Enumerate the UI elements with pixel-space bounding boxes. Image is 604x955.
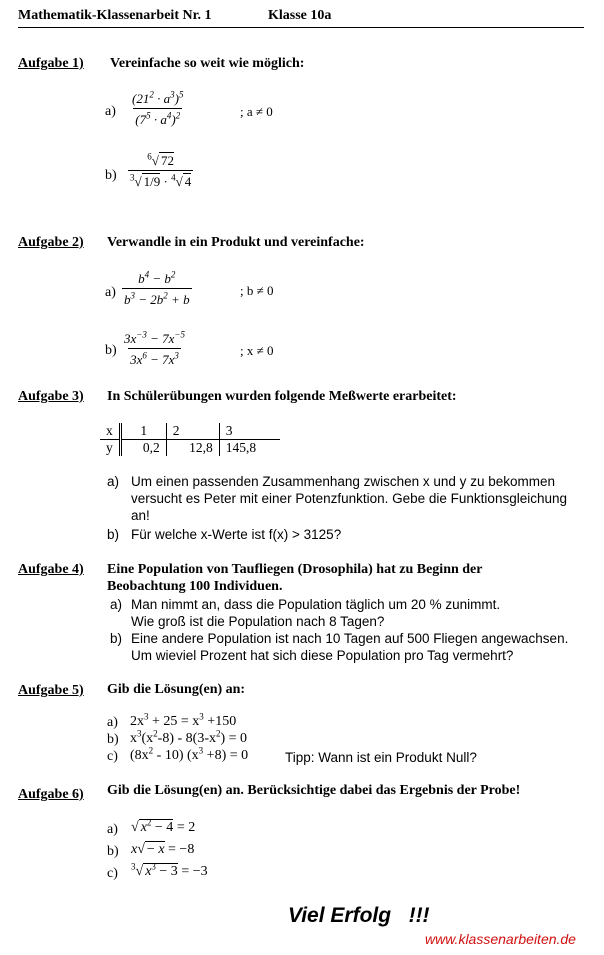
task-2-title: Verwandle in ein Produkt und vereinfache:	[107, 235, 365, 250]
task-2b-condition: ; x ≠ 0	[240, 343, 274, 358]
task-1a-formula: $\frac{(21^2 \cdot a^3)^5}{(7^5 \cdot a^4)^2}$	[132, 89, 184, 127]
task-2-label: Aufgabe 2)	[18, 235, 84, 250]
task-2b-letter: b)	[105, 343, 117, 358]
task-5b-equation: $x^3(x^2-8) - 8(3-x^2) = 0$	[130, 728, 248, 746]
website-link[interactable]: www.klassenarbeiten.de	[425, 931, 576, 947]
task-3a-text: Um einen passenden Zusammenhang zwischen x und y zu bekommen versucht es Peter mit einer Potenzfunktion. Gebe die Funktionsgleichung an!	[131, 474, 567, 523]
task-1a-condition: ; a ≠ 0	[240, 104, 273, 119]
task-3b-text: Für welche x-Werte ist f(x) > 3125?	[131, 527, 342, 542]
task-3-label: Aufgabe 3)	[18, 389, 84, 404]
task-6c-letter: c)	[107, 866, 118, 881]
task-1a-letter: a)	[105, 104, 116, 119]
task-5c-tip: Tipp: Wann ist ein Produkt Null?	[285, 750, 477, 765]
task-4-label: Aufgabe 4)	[18, 562, 84, 577]
document-title: Mathematik-Klassenarbeit Nr. 1	[18, 8, 212, 23]
table-x-cell: 3	[225, 423, 233, 438]
task-2b-formula: $\frac{3x^{-3} - 7x^{-5}}{3x^6 - 7x^3}$	[124, 329, 185, 367]
task-1b-formula: $\frac{^6√ 72}{^3√ 1/9 \cdot ^4√ 4}$	[130, 151, 192, 189]
table-y-cell: 12,8	[166, 440, 219, 457]
task-5c-letter: c)	[107, 749, 118, 764]
signoff-text: Viel Erfolg !!!	[288, 904, 430, 927]
task-4-title: Eine Population von Taufliegen (Drosophila) hat zu Beginn der Beobachtung 100 Individuen.	[107, 562, 483, 594]
table-y-header: y	[100, 440, 120, 457]
task-6a-letter: a)	[107, 822, 118, 837]
task-3a-letter: a)	[107, 474, 120, 489]
task-4a-text: Man nimmt an, dass die Population täglich um 20 % zunimmt. Wie groß ist die Population nach 8 Tagen?	[131, 597, 501, 629]
task-6a-equation: √ $x^2 - 4 = 2$	[131, 817, 196, 835]
task-1b-letter: b)	[105, 168, 117, 183]
task-5-title: Gib die Lösung(en) an:	[107, 682, 246, 697]
task-3b-letter: b)	[107, 527, 120, 542]
task-6c-equation: $^3$√ $x^3 - 3 = -3$	[131, 861, 208, 879]
task-5a-equation: $2x^3 + 25 = x^3 +150$	[130, 711, 237, 729]
task-5a-letter: a)	[107, 715, 118, 730]
task-5c-equation: $(8x^2 - 10)$ $(x^3 +8) = 0$	[130, 745, 249, 763]
task-4a-letter: a)	[110, 597, 123, 612]
task-4b-letter: b)	[110, 631, 123, 646]
measurement-table	[100, 423, 280, 456]
task-1-label: Aufgabe 1)	[18, 56, 84, 71]
table-y-cell: 145,8	[225, 440, 257, 455]
table-x-cell: 2	[166, 423, 219, 440]
task-4b-text: Eine andere Population ist nach 10 Tagen auf 500 Fliegen angewachsen. Um wieviel Prozent hat sich diese Population pro Tag vermehrt?	[131, 631, 569, 663]
task-5b-letter: b)	[107, 732, 119, 747]
table-y-cell: 0,2	[120, 440, 166, 457]
class-label: Klasse 10a	[268, 8, 332, 23]
task-6b-letter: b)	[107, 844, 119, 859]
task-6-label: Aufgabe 6)	[18, 787, 84, 802]
task-5-label: Aufgabe 5)	[18, 683, 84, 698]
task-3-title: In Schülerübungen wurden folgende Meßwerte erarbeitet:	[107, 389, 457, 404]
task-1-title: Vereinfache so weit wie möglich:	[110, 56, 305, 71]
task-2a-formula: $\frac{b^4 - b^2}{b^3 - 2b^2 + b}$	[124, 269, 190, 307]
task-2a-condition: ; b ≠ 0	[240, 283, 274, 298]
task-2a-letter: a)	[105, 285, 116, 300]
table-x-cell: 1	[120, 423, 166, 440]
table-x-header: x	[100, 423, 120, 440]
task-6-title: Gib die Lösung(en) an. Berücksichtige dabei das Ergebnis der Probe!	[107, 783, 521, 798]
task-6b-equation: x√ − x = −8	[131, 842, 195, 857]
header-rule	[18, 27, 584, 28]
